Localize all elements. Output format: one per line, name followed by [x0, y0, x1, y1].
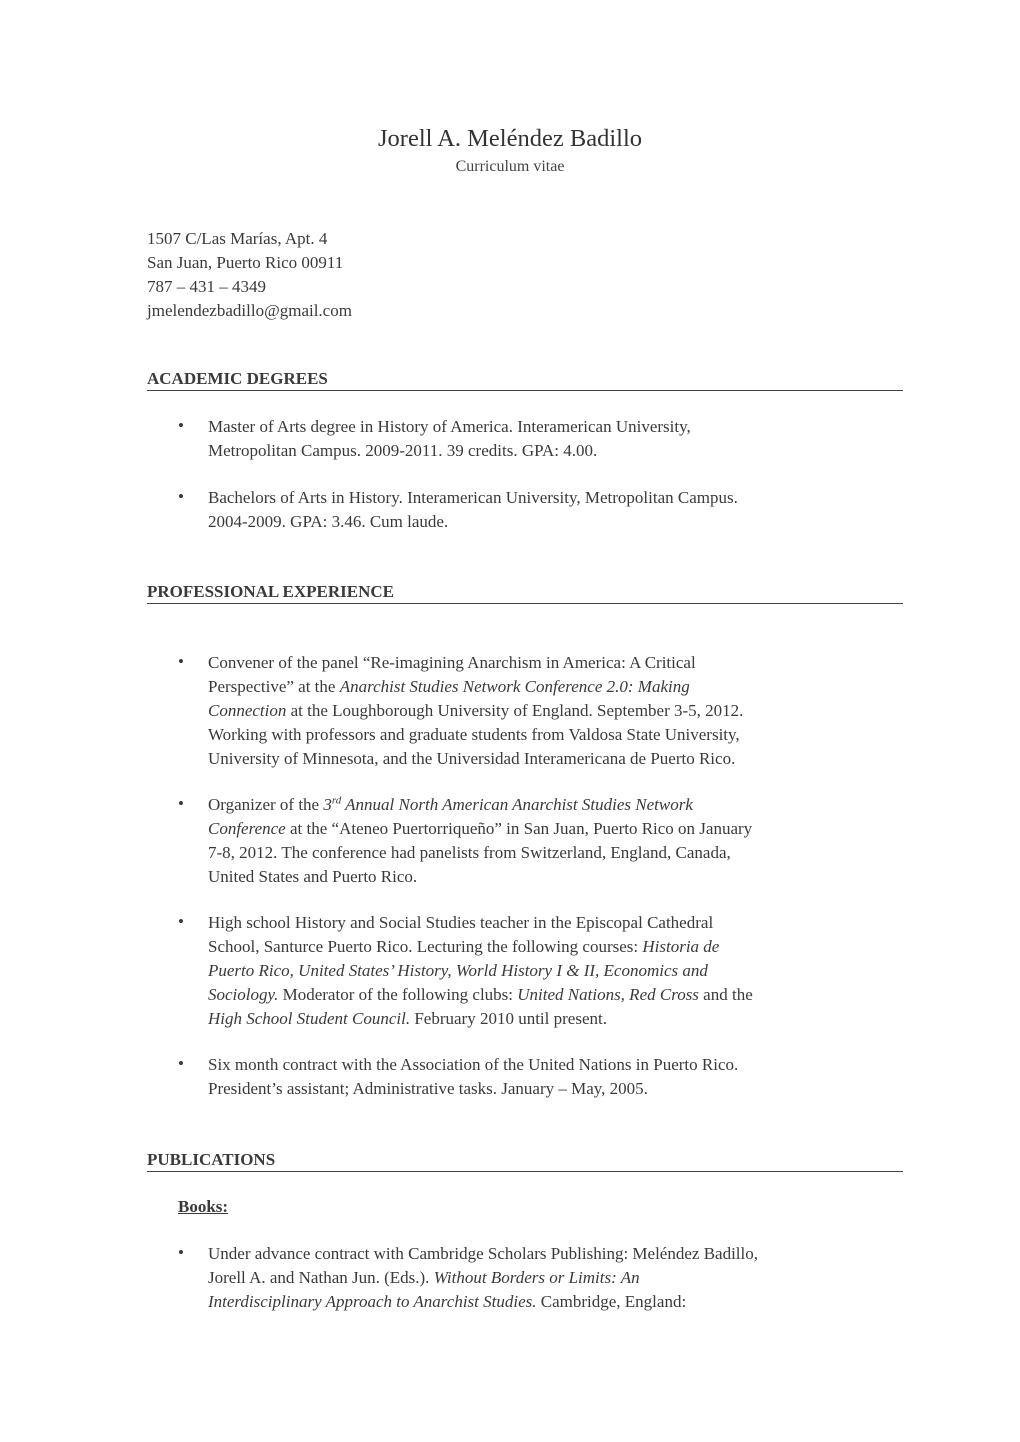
bullet-icon: •: [178, 487, 184, 506]
section-heading-academic: ACADEMIC DEGREES: [147, 368, 903, 391]
section-heading-publications: PUBLICATIONS: [147, 1149, 903, 1172]
document-subtitle: Curriculum vitae: [455, 158, 565, 175]
list-item: [178, 911, 878, 1031]
address-line-1: 1507 C/Las Marías, Apt. 4: [147, 229, 328, 248]
list-item: [178, 651, 878, 771]
book-1-line-1: Under advance contract with Cambridge Scholars Publishing: Meléndez Badillo,: [208, 1244, 759, 1263]
bullet-icon: •: [178, 416, 184, 435]
book-1-line-3: Interdisciplinary Approach to Anarchist Studies. Cambridge, England:: [208, 1292, 687, 1311]
bullet-icon: •: [178, 794, 184, 813]
experience-1-line-2: Perspective” at the Anarchist Studies Network Conference 2.0: Making: [208, 677, 690, 696]
experience-3-line-2: School, Santurce Puerto Rico. Lecturing the following courses: Historia de: [208, 937, 720, 956]
experience-3-line-4: Sociology. Moderator of the following clubs: United Nations, Red Cross and the: [208, 985, 753, 1004]
list-item: [178, 793, 878, 889]
email-address: jmelendezbadillo@gmail.com: [147, 301, 352, 320]
bullet-icon: •: [178, 652, 184, 671]
address-line-2: San Juan, Puerto Rico 00911: [147, 253, 344, 272]
experience-3-line-5: High School Student Council. February 2010 until present.: [208, 1009, 607, 1028]
phone-number: 787 – 431 – 4349: [147, 277, 266, 296]
section-heading-professional: PROFESSIONAL EXPERIENCE: [147, 581, 903, 604]
experience-3-line-1: High school History and Social Studies teacher in the Episcopal Cathedral: [208, 913, 714, 932]
book-1-line-2: Jorell A. and Nathan Jun. (Eds.). Without Borders or Limits: An: [208, 1268, 640, 1287]
bullet-icon: •: [178, 1054, 184, 1073]
experience-4-line-1: Six month contract with the Association of the United Nations in Puerto Rico.: [208, 1055, 739, 1074]
experience-1-line-1: Convener of the panel “Re-imagining Anarchism in America: A Critical: [208, 653, 696, 672]
degree-2-line-1: Bachelors of Arts in History. Interamerican University, Metropolitan Campus.: [208, 488, 738, 507]
experience-1-line-4: Working with professors and graduate students from Valdosa State University,: [208, 725, 740, 744]
author-name: Jorell A. Meléndez Badillo: [378, 125, 642, 152]
experience-2-line-2: Conference at the “Ateneo Puertorriqueño” in San Juan, Puerto Rico on January: [208, 819, 753, 838]
degree-1-line-1: Master of Arts degree in History of America. Interamerican University,: [208, 417, 691, 436]
experience-2-line-4: United States and Puerto Rico.: [208, 867, 418, 886]
degree-1-line-2: Metropolitan Campus. 2009-2011. 39 credits. GPA: 4.00.: [208, 441, 598, 460]
books-subheading: Books:: [178, 1197, 229, 1216]
degree-2-line-2: 2004-2009. GPA: 3.46. Cum laude.: [208, 512, 449, 531]
list-item: [178, 1053, 878, 1101]
contact-block: [147, 227, 352, 323]
bullet-icon: •: [178, 912, 184, 931]
list-item: [178, 486, 878, 534]
experience-1-line-5: University of Minnesota, and the Universidad Interamericana de Puerto Rico.: [208, 749, 736, 768]
bullet-icon: •: [178, 1243, 184, 1262]
experience-1-line-3: Connection at the Loughborough University of England. September 3-5, 2012.: [208, 701, 744, 720]
list-item: [178, 415, 878, 463]
experience-4-line-2: President’s assistant; Administrative tasks. January – May, 2005.: [208, 1079, 648, 1098]
experience-3-line-3: Puerto Rico, United States’ History, World History I & II, Economics and: [208, 961, 708, 980]
experience-2-line-1: Organizer of the 3rd Annual North American Anarchist Studies Network: [208, 794, 693, 814]
experience-2-line-3: 7-8, 2012. The conference had panelists from Switzerland, England, Canada,: [208, 843, 731, 862]
list-item: [178, 1242, 878, 1314]
